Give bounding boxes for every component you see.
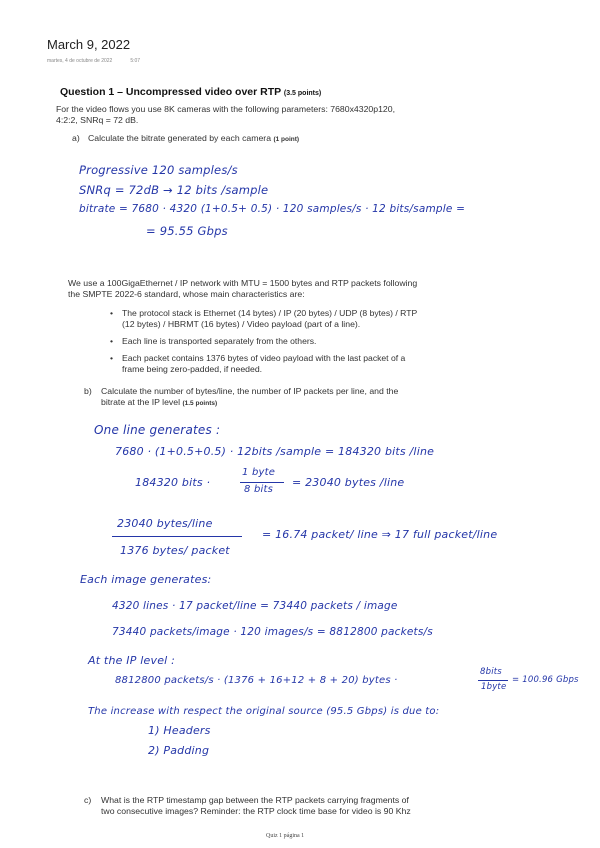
answer-b-line-12: 2) Padding [148, 744, 210, 757]
answer-a-line-3: bitrate = 7680 · 4320 (1+0.5+ 0.5) · 120 samples/s · 12 bits/sample = [79, 203, 466, 215]
bullet-3-line-2: frame being zero-padded, if needed. [122, 364, 263, 374]
intro-line-2: 4:2:2, SNRq = 72 dB. [56, 115, 139, 125]
page-date: March 9, 2022 [47, 37, 131, 52]
part-a-points: (1 point) [273, 136, 300, 143]
answer-b-line-7: 73440 packets/image · 120 images/s = 8812800 packets/s [112, 626, 433, 638]
question-title [60, 86, 321, 98]
part-c-text-1: What is the RTP timestamp gap between the RTP packets carrying fragments of [101, 795, 409, 805]
answer-b-frac3-den: 1byte [481, 682, 507, 692]
question-points: (3.5 points) [283, 90, 322, 97]
answer-a-line-1: Progressive 120 samples/s [79, 163, 238, 177]
bullet-2: • Each line is transported separately from the others. [122, 336, 316, 346]
bullet-3-line-1: • Each packet contains 1376 bytes of video payload with the last packet of a [122, 353, 405, 363]
network-line-2: the SMPTE 2022-6 standard, whose main characteristics are: [68, 289, 305, 299]
network-line-1: We use a 100GigaEthernet / IP network with MTU = 1500 bytes and RTP packets following [68, 278, 418, 288]
subdate-time: 5:07 [130, 58, 141, 64]
part-a-text: Calculate the bitrate generated by each camera [88, 133, 272, 143]
part-b-label: b) [84, 386, 92, 396]
answer-b-line-5: Each image generates: [80, 573, 212, 586]
answer-b-line-8: At the IP level : [88, 654, 176, 667]
subdate-text: martes, 4 de octubre de 2022 [47, 58, 113, 64]
answer-b-line-2: 7680 · (1+0.5+0.5) · 12bits /sample = 184320 bits /line [115, 445, 435, 458]
answer-b-frac3-bar [478, 680, 508, 681]
bullet-1-line-1: • The protocol stack is Ethernet (14 bytes) / IP (20 bytes) / UDP (8 bytes) / RTP [122, 308, 417, 318]
answer-b-line-4b: = 16.74 packet/ line ⇒ 17 full packet/line [262, 528, 498, 541]
part-a-question [88, 133, 299, 143]
answer-b-line-3a: 184320 bits · [135, 476, 211, 489]
part-c-label: c) [84, 795, 92, 805]
answer-b-frac2-num: 23040 bytes/line [117, 517, 213, 530]
answer-b-frac2-den: 1376 bytes/ packet [120, 544, 230, 557]
bullet-1-line-2: (12 bytes) / HBRMT (16 bytes) / Video payload (part of a line). [122, 319, 361, 329]
answer-b-frac2-bar [112, 536, 242, 537]
page-subdate [47, 58, 158, 64]
answer-b-frac1-den: 8 bits [244, 484, 273, 495]
answer-a-line-2: SNRq = 72dB → 12 bits /sample [79, 183, 269, 197]
part-b-text-2 [101, 397, 217, 407]
answer-b-line-6: 4320 lines · 17 packet/line = 73440 packets / image [112, 600, 398, 612]
part-b-text-1: Calculate the number of bytes/line, the number of IP packets per line, and the [101, 386, 399, 396]
part-b-text-2-body: bitrate at the IP level [101, 397, 181, 407]
answer-b-frac1-num: 1 byte [242, 467, 276, 478]
answer-b-line-1: One line generates : [94, 423, 221, 437]
part-b-points: (1.5 points) [182, 400, 218, 407]
part-c-text-2: two consecutive images? Reminder: the RTP clock time base for video is 90 Khz [101, 806, 411, 816]
intro-line-1: For the video flows you use 8K cameras with the following parameters: 7680x4320p120, [56, 104, 396, 114]
answer-b-line-9b: = 100.96 Gbps [512, 675, 579, 685]
answer-b-line-3b: = 23040 bytes /line [292, 476, 405, 489]
page-footer: Quiz 1 página 1 [266, 833, 305, 839]
answer-b-frac3-num: 8bits [480, 667, 502, 677]
answer-a-line-4: = 95.55 Gbps [146, 224, 228, 238]
question-title-text: Question 1 – Uncompressed video over RTP [60, 86, 281, 98]
answer-b-line-11: 1) Headers [148, 724, 211, 737]
answer-b-line-10: The increase with respect the original source (95.5 Gbps) is due to: [88, 706, 440, 717]
answer-b-line-9a: 8812800 packets/s · (1376 + 16+12 + 8 + 20) bytes · [115, 675, 398, 686]
answer-b-frac1-bar [240, 482, 284, 483]
part-a-label: a) [72, 133, 80, 143]
